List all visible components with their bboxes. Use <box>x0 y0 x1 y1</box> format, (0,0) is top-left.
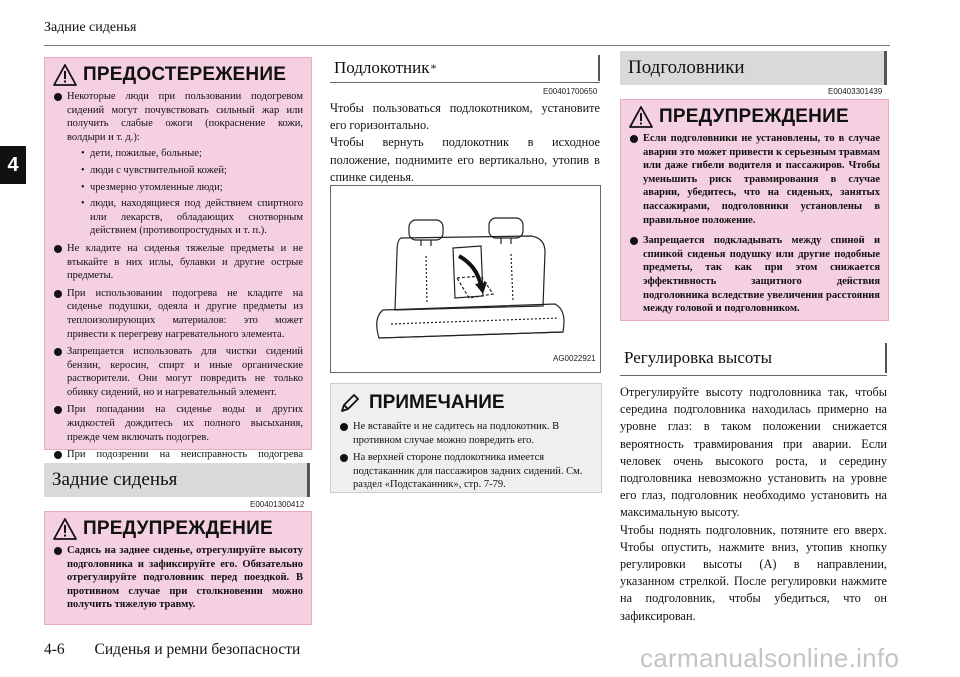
warning-title: ПРЕДОСТЕРЕЖЕНИЕ <box>83 64 287 85</box>
warning-subitem: • люди, находящиеся под действием спиртного или лекарств, обладающих снотворным действием (противопростудных и т. п.). <box>81 198 303 237</box>
warning-item: При подозрении на неисправность подогрева <box>53 448 303 475</box>
option-mark: * <box>430 60 437 75</box>
subsection-title-height-adjust: Регулировка высоты <box>620 343 887 373</box>
bullet-dot-icon <box>340 454 348 462</box>
section-rule <box>330 82 600 83</box>
note-header <box>331 384 601 414</box>
section-code: E00401300412 <box>250 500 305 509</box>
warning-body <box>45 86 311 475</box>
caution-header <box>45 512 311 540</box>
bullet-dot-icon <box>54 451 62 459</box>
caution-item: Запрещается подкладывать между спиной и спинкой сиденья подушку или другие подобные предметы, так как при этом снижается эффективность защитного действия подголовника вследствие увеличения расстояния между головой и подголовником. <box>629 234 880 316</box>
warning-item: Не кладите на сиденья тяжелые предметы и не втыкайте в них иглы, булавки и другие острые предметы. <box>53 242 303 283</box>
caution-title: ПРЕДУПРЕЖДЕНИЕ <box>83 518 273 539</box>
section-code: E00403301439 <box>828 87 883 96</box>
bullet-dot-icon <box>54 290 62 298</box>
bullet-dot-icon <box>630 135 638 143</box>
caution-body <box>45 540 311 612</box>
footer-section: Сиденья и ремни безопасности <box>94 641 301 658</box>
note-title: ПРИМЕЧАНИЕ <box>369 392 505 413</box>
bullet-dot-icon <box>54 93 62 101</box>
section-title-headrests: Подголовники <box>620 51 887 85</box>
caution-body <box>621 128 888 316</box>
bullet-dot-icon <box>54 406 62 414</box>
warning-header <box>45 58 311 86</box>
rear-seat-armrest-drawing <box>331 186 600 372</box>
section-title-armrest: Подлокотник * <box>330 55 600 81</box>
warning-box <box>44 57 312 461</box>
warning-triangle-icon <box>53 64 77 86</box>
page-header-title: Задние сиденья <box>44 20 137 35</box>
section-code: E00401700650 <box>543 87 598 96</box>
page-number: 4-6 <box>44 641 65 658</box>
caution-item: Садясь на заднее сиденье, отрегулируйте высоту подголовника и зафиксируйте его. Обязательно отрегулируйте подголовник перед поездкой. В противном случае при столкновении можно получить тяжелую травму. <box>53 544 303 612</box>
warning-subitem: • чрезмерно утомленные люди; <box>81 181 223 193</box>
warning-triangle-icon <box>629 106 653 128</box>
bullet-dot-icon <box>54 547 62 555</box>
caution-title: ПРЕДУПРЕЖДЕНИЕ <box>659 106 849 127</box>
armrest-illustration <box>330 185 601 373</box>
header-rule <box>44 45 890 46</box>
warning-triangle-icon <box>53 518 77 540</box>
note-item: На верхней стороне подлокотника имеется подстаканник для пассажиров задних сидений. См. раздел «Подстаканник», стр. 7-79. <box>339 451 593 492</box>
warning-item: Запрещается использовать для чистки сидений бензин, керосин, спирт и иные органические растворители. Они могут повредить не только обивку сидений, но и нагревательный элемент. <box>53 345 303 399</box>
headrest-caution-box <box>620 99 889 321</box>
bullet-dot-icon <box>630 237 638 245</box>
page-footer <box>44 641 300 659</box>
watermark: carmanualsonline.info <box>640 643 900 673</box>
bullet-dot-icon <box>54 348 62 356</box>
warning-item: Некоторые люди при пользовании подогревом сидений могут почувствовать сильный жар или получить слабые ожоги (покраснение кожи, волдыри и т. д.): • дети, пожилые, больные; • люди с чувствительной кожей; • чрезмерно утомленные люди; • люди, находящиеся под действием спиртного или лекарств, обладающих снотворным действием (противопростудных и т. п.). <box>53 90 303 238</box>
bullet-dot-icon <box>54 245 62 253</box>
warning-sublist <box>67 147 303 238</box>
figure-code: AG0022921 <box>553 354 596 363</box>
pencil-note-icon <box>339 392 361 414</box>
warning-item: При попадании на сиденье воды и других жидкостей дождитесь их полного высыхания, прежде чем включать подогрев. <box>53 403 303 444</box>
warning-subitem: • дети, пожилые, больные; <box>81 148 202 160</box>
caution-header <box>621 100 888 128</box>
caution-item: Если подголовники не установлены, то в случае аварии это может привести к серьезным травмам или даже гибели водителя и пассажиров. Чтобы уменьшить риск травмирования в случае аварии, убедитесь, что на сиденьях, занятых пассажирами, подголовники установлены в правильное положение. <box>629 132 880 227</box>
chapter-tab: 4 <box>0 146 26 184</box>
warning-item: При использовании подогрева не кладите на сиденье подушки, одеяла и другие предметы из теплоизолирующих материалов: это может привести к перегреву нагревательного элемента. <box>53 287 303 341</box>
note-box <box>330 383 602 493</box>
section-title-rear-seats: Задние сиденья <box>44 463 310 497</box>
height-adjust-paragraph: Отрегулируйте высоту подголовника так, чтобы середина подголовника находилась примерно на уровне глаз: в таком положении снижается вероятность травмирования при аварии. Если человек очень высокого роста, и середину подголовника невозможно установить на уровне его глаз, подголовник необходимо установить на максимальную высоту. Чтобы поднять подголовник, потяните его вверх. Чтобы опустить, нажмите вниз, утопив кнопку регулировки высоты (A) в направлении, указанном стрелкой. После регулировки нажмите на подголовник, чтобы убедиться, что он зафиксирован. <box>620 385 887 623</box>
warning-subitem: • люди с чувствительной кожей; <box>81 164 227 176</box>
caution-box <box>44 511 312 625</box>
bullet-dot-icon <box>340 423 348 431</box>
note-item: Не вставайте и не садитесь на подлокотник. В противном случае можно повредить его. <box>339 420 593 447</box>
note-body <box>331 414 601 492</box>
armrest-paragraph: Чтобы пользоваться подлокотником, установите его горизонтально. Чтобы вернуть подлокотник в исходное положение, поднимите его вертикально, утопив в спинке сиденья. <box>330 101 600 184</box>
section-rule <box>620 375 887 376</box>
